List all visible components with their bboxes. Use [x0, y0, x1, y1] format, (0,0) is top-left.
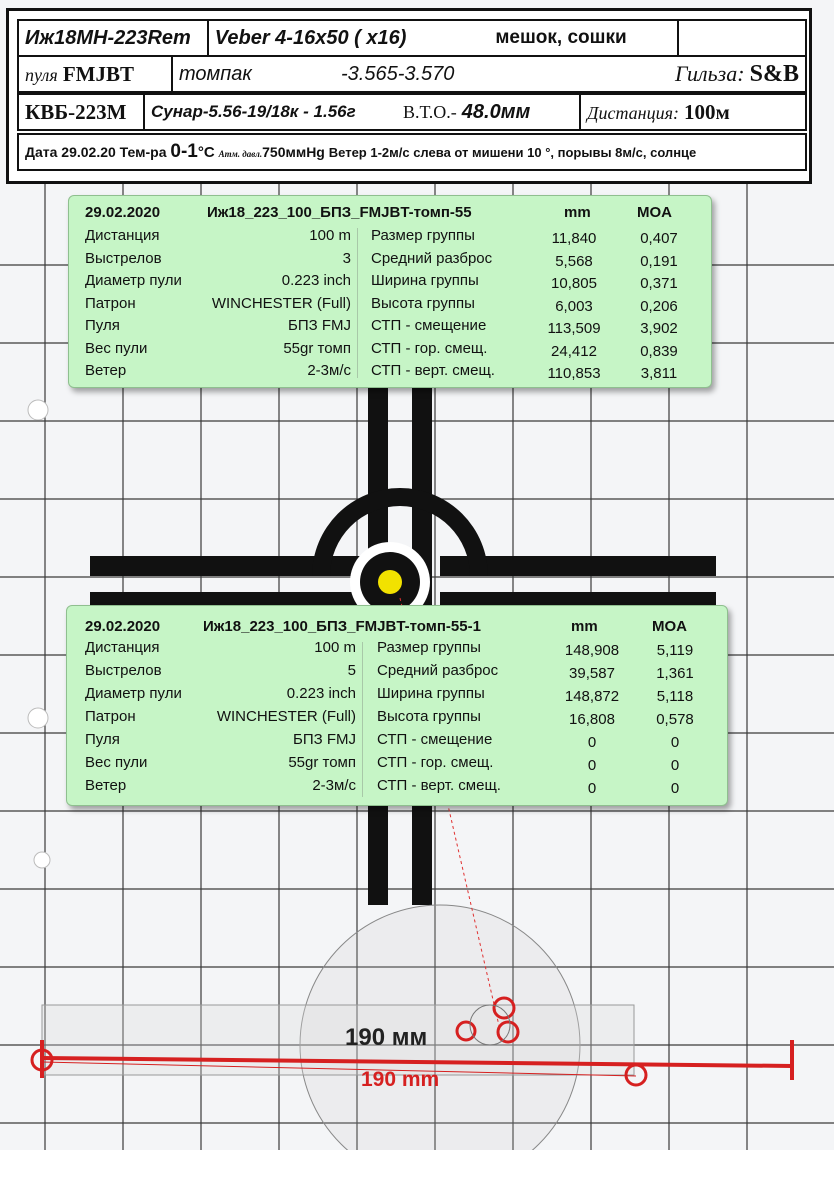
binder-hole — [28, 400, 48, 420]
panel2-right-mm: 148,872 — [564, 688, 620, 705]
panel1-right-mm: 5,568 — [555, 252, 593, 270]
panel1-col-moa: MOA — [637, 204, 672, 221]
distance-cell — [580, 94, 806, 130]
header-stamp — [6, 8, 812, 184]
panel2-left-value: 2-3м/с — [312, 777, 356, 794]
date-text: Дата 29.02.20 Тем-ра — [25, 144, 167, 160]
vto-cell — [397, 94, 580, 130]
panel2-left-label: Вес пули — [85, 754, 148, 771]
panel1-right-label: СТП - гор. смещ. — [371, 339, 488, 357]
panel2-right-label: Ширина группы — [377, 685, 485, 702]
panel1-right-label: Ширина группы — [371, 272, 479, 289]
panel1-left-label: Патрон — [85, 294, 136, 312]
case-value: S&B — [749, 60, 799, 87]
panel2-right-moa: 1,361 — [656, 665, 694, 682]
results-panel-1 — [68, 195, 712, 388]
panel2-right-moa: 5,119 — [656, 642, 694, 659]
panel2-left-value: 0.223 inch — [286, 685, 356, 702]
powder-cell — [144, 94, 397, 130]
panel1-right-moa: 3,902 — [640, 320, 678, 337]
measure-label-red: 190 mm — [361, 1068, 440, 1091]
results-panel-2 — [66, 605, 728, 806]
panel1-right-mm: 110,853 — [547, 365, 601, 382]
diameter-cell — [335, 56, 587, 92]
header-table — [17, 19, 807, 57]
case-label: Гильза: — [674, 60, 745, 86]
panel1-left-value: 0.223 inch — [281, 272, 351, 289]
panel1-left-value: 100 m — [309, 227, 351, 244]
panel1-left-value: WINCHESTER (Full) — [211, 294, 351, 312]
measure-label-black: 190 мм — [345, 1024, 428, 1051]
panel2-right-moa: 0 — [670, 780, 680, 797]
panel1-right-label: Размер группы — [371, 227, 475, 244]
pressure-label: Атм. давл. — [218, 149, 263, 159]
panel2-right-mm: 0 — [587, 734, 597, 751]
header-table-row4 — [17, 133, 807, 171]
panel1-left-label: Ветер — [85, 362, 127, 379]
panel2-left-value: 100 m — [314, 639, 356, 656]
empty-cell — [678, 20, 806, 56]
panel2-left-label: Ветер — [85, 777, 127, 794]
panel1-right-moa: 3,811 — [640, 365, 678, 382]
panel1-right-mm: 10,805 — [551, 275, 597, 292]
panel1-name: Иж18_223_100_БПЗ_FMJBT-томп-55 — [207, 204, 472, 221]
panel2-left-label: Патрон — [85, 708, 136, 725]
panel2-left-value: 55gr томп — [288, 754, 356, 771]
panel1-left-label: Дистанция — [85, 227, 160, 244]
panel2-left-label: Дистанция — [85, 639, 160, 656]
vto-value: 48.0мм — [461, 100, 531, 123]
panel2-divider — [362, 642, 363, 797]
panel2-right-label: Высота группы — [377, 708, 481, 725]
panel2-left-label: Выстрелов — [85, 662, 162, 679]
panel2-left-value: WINCHESTER (Full) — [216, 708, 356, 725]
panel1-left-value: БПЗ FMJ — [287, 317, 351, 334]
panel2-right-mm: 39,587 — [569, 665, 615, 682]
panel1-right-mm: 11,840 — [551, 230, 597, 247]
panel2-date: 29.02.2020 — [85, 618, 161, 635]
panel2-right-label: Размер группы — [377, 639, 481, 656]
panel2-left-value: БПЗ FMJ — [292, 731, 356, 748]
aim-point — [378, 570, 402, 594]
panel1-right-label: СТП - смещение — [371, 317, 487, 334]
panel2-right-mm: 16,808 — [569, 711, 615, 728]
panel1-left-value: 3 — [342, 249, 351, 267]
panel1-left-label: Пуля — [85, 317, 120, 334]
panel1-right-mm: 24,412 — [551, 342, 597, 360]
panel1-left-label: Вес пули — [85, 339, 148, 357]
pressure-value: 750ммHg — [262, 144, 325, 160]
panel2-right-moa: 5,118 — [656, 688, 694, 705]
temp-value: 0-1 — [170, 141, 198, 162]
distance-value: 100м — [684, 99, 730, 124]
panel2-right-moa: 0,578 — [656, 711, 694, 728]
powder-text: Сунар-5.56-19/18к - 1.56г — [151, 102, 356, 121]
panel1-right-moa: 0,191 — [640, 252, 678, 270]
panel1-right-moa: 0,839 — [640, 342, 678, 360]
panel2-left-label: Диаметр пули — [85, 685, 182, 702]
panel2-right-label: СТП - смещение — [377, 731, 493, 748]
panel1-divider — [357, 228, 358, 378]
jacket-text: томпак — [179, 62, 252, 85]
panel1-right-moa: 0,407 — [640, 230, 678, 247]
temp-unit: °C — [197, 144, 215, 161]
case-cell — [587, 56, 806, 92]
panel1-left-value: 55gr томп — [283, 339, 351, 357]
panel1-col-mm: mm — [564, 204, 591, 221]
wind-text: Ветер 1-2м/с слева от мишени 10 °, порывы 8м/с, солнце — [328, 145, 697, 160]
vto-label: В.Т.О.- — [403, 101, 457, 122]
panel2-right-label: СТП - гор. смещ. — [377, 754, 494, 771]
primer-cell: КВБ-223М — [18, 94, 144, 130]
scope-text: Veber 4-16х50 ( х16) — [214, 26, 407, 49]
scope-cell — [208, 20, 490, 56]
bullet-prefix: пуля — [25, 64, 58, 85]
panel2-right-label: Средний разброс — [377, 662, 499, 679]
panel1-right-moa: 0,206 — [640, 297, 678, 315]
panel2-right-moa: 0 — [670, 757, 680, 774]
jacket-cell — [172, 56, 335, 92]
binder-hole — [34, 852, 50, 868]
panel2-right-mm: 0 — [587, 757, 597, 774]
rest-cell — [489, 20, 678, 56]
panel2-left-label: Пуля — [85, 731, 120, 748]
distance-label: Дистанция: — [587, 102, 679, 123]
panel1-right-moa: 0,371 — [640, 275, 678, 292]
panel2-name: Иж18_223_100_БПЗ_FMJBT-томп-55-1 — [203, 618, 481, 635]
conditions-cell — [18, 134, 806, 170]
panel2-right-label: СТП - верт. смещ. — [377, 777, 501, 794]
panel1-date: 29.02.2020 — [85, 204, 161, 221]
binder-hole — [28, 708, 48, 728]
diameter-text: -3.565-3.570 — [341, 62, 455, 85]
panel2-col-moa: MOA — [652, 618, 687, 635]
header-table-row3 — [17, 93, 807, 131]
bullet-cell — [18, 56, 172, 92]
panel1-right-mm: 113,509 — [547, 320, 601, 337]
rifle-cell: Иж18МН-223Rem — [18, 20, 208, 56]
panel2-col-mm: mm — [571, 618, 598, 635]
panel1-right-label: Высота группы — [371, 294, 475, 312]
panel1-left-label: Диаметр пули — [85, 272, 182, 289]
panel1-right-label: Средний разброс — [371, 249, 493, 267]
panel1-right-mm: 6,003 — [555, 297, 593, 315]
panel2-left-value: 5 — [347, 662, 356, 679]
panel2-right-moa: 0 — [670, 734, 680, 751]
panel2-right-mm: 148,908 — [564, 642, 620, 659]
rest-text: мешок, сошки — [495, 27, 627, 48]
bullet-type: FMJBT — [62, 61, 134, 86]
panel1-left-label: Выстрелов — [85, 249, 162, 267]
panel1-left-value: 2-3м/с — [307, 362, 351, 379]
panel2-right-mm: 0 — [587, 780, 597, 797]
panel1-right-label: СТП - верт. смещ. — [371, 362, 495, 379]
header-table-row2 — [17, 55, 807, 93]
